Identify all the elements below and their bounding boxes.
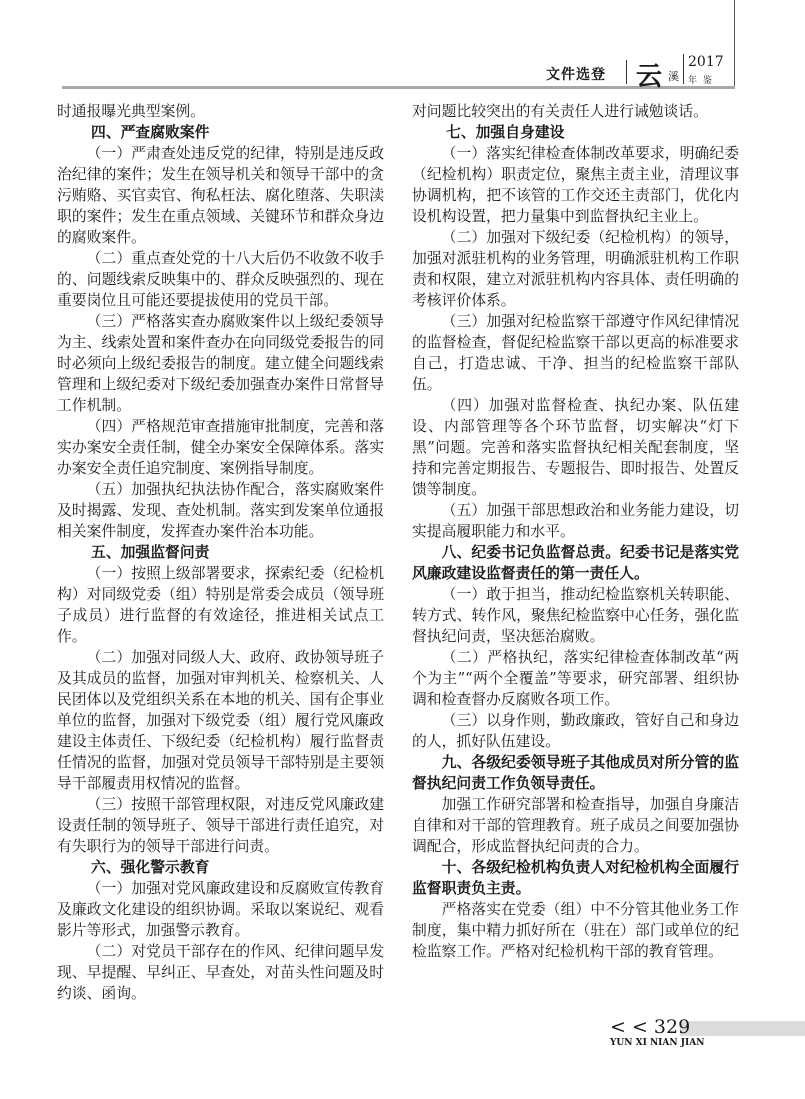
paragraph: （五）加强干部思想政治和业务能力建设，切实提高履职能力和水平。 (412, 502, 739, 540)
section-title: 文件选登 (546, 67, 606, 83)
header-separator (626, 60, 627, 84)
page-bar (680, 1021, 805, 1036)
section-heading: 六、强化警示教育 (91, 859, 210, 876)
paragraph: （三）按照干部管理权限，对违反党风廉政建设责任制的领导班子、领导干部进行责任追究，对有失职行为的领导干部进行问责。 (57, 796, 384, 855)
section-heading: 十、各级纪检机构负责人对纪检机构全面履行监督职责负主责。 (412, 859, 739, 897)
paragraph: 对问题比较突出的有关责任人进行诫勉谈话。 (412, 103, 708, 120)
publication-name: YUN XI NIAN JIAN (610, 1038, 705, 1048)
paragraph: （三）以身作则，勤政廉政，管好自己和身边的人，抓好队伍建设。 (412, 712, 739, 750)
section-heading: 五、加强监督问责 (91, 544, 210, 561)
logo-xi: 溪 (668, 70, 679, 83)
right-column (412, 101, 739, 962)
paragraph: （二）对党员干部存在的作风、纪律问题早发现、早提醒、早纠正、早查处，对苗头性问题及时约谈、函询。 (57, 943, 384, 1002)
paragraph: （二）加强对同级人大、政府、政协领导班子及其成员的监督，加强对审判机关、检察机关、人民团体以及党组织关系在本地的机关、国有企事业单位的监督，加强对下级党委（组）履行党风廉政建设主体责任、下级纪委（纪检机构）履行监督责任情况的监督，加强对党员领导干部特别是主要领导干部履责用权情况的监督。 (57, 649, 384, 792)
paragraph: （二）严格执纪，落实纪律检查体制改革“两个为主”“两个全覆盖”等要求，研究部署、组织协调和检查督办反腐败各项工作。 (412, 649, 739, 708)
yearbook-label: 年鉴 (688, 76, 719, 86)
paragraph: （一）加强对党风廉政建设和反腐败宣传教育及廉政文化建设的组织协调。采取以案说纪、观看影片等形式，加强警示教育。 (57, 880, 384, 939)
left-column (57, 101, 384, 1004)
paragraph: 严格落实在党委（组）中不分管其他业务工作制度，集中精力抓好所在（驻在）部门或单位的纪检监察工作。严格对纪检机构干部的教育管理。 (412, 901, 739, 960)
section-heading: 九、各级纪委领导班子其他成员对所分管的监督执纪问责工作负领导责任。 (412, 754, 739, 792)
page-number: < < 329 (610, 1016, 691, 1038)
header-rule (62, 86, 735, 89)
section-heading: 四、严查腐败案件 (91, 124, 210, 141)
logo-yun: 云 (636, 62, 663, 92)
paragraph: （二）重点查处党的十八大后仍不收敛不收手的、问题线索反映集中的、群众反映强烈的、现在重要岗位且可能还要提拔使用的党员干部。 (57, 250, 384, 309)
paragraph: （一）按照上级部署要求，探索纪委（纪检机构）对同级党委（组）特别是常委会成员（领导班子成员）进行监督的有效途径，推进相关试点工作。 (57, 565, 384, 645)
section-heading: 七、加强自身建设 (446, 124, 565, 141)
section-heading: 八、纪委书记负监督总责。纪委书记是落实党风廉政建设监督责任的第一责任人。 (412, 544, 739, 582)
paragraph: （一）落实纪律检查体制改革要求，明确纪委（纪检机构）职责定位，聚焦主责主业，清理议事协调机构，把不该管的工作交还主责部门，优化内设机构设置，把力量集中到监督执纪主业上。 (412, 145, 739, 225)
paragraph: （五）加强执纪执法协作配合，落实腐败案件及时揭露、发现、查处机制。落实到发案单位通报相关案件制度，发挥查办案件治本功能。 (57, 481, 384, 540)
header-vertical-rule (734, 0, 735, 88)
yearbook-year: 2017 (688, 54, 724, 70)
paragraph: （三）严格落实查办腐败案件以上级纪委领导为主、线索处置和案件查办在向同级党委报告的同时必须向上级纪委报告的制度。建立健全问题线索管理和上级纪委对下级纪委加强查办案件日常督导工作机制。 (57, 313, 384, 414)
paragraph: （一）严肃查处违反党的纪律，特别是违反政治纪律的案件；发生在领导机关和领导干部中的贪污贿赂、买官卖官、徇私枉法、腐化堕落、失职渎职的案件；发生在重点领域、关键环节和群众身边的腐败案件。 (57, 145, 384, 246)
paragraph: （二）加强对下级纪委（纪检机构）的领导，加强对派驻机构的业务管理，明确派驻机构工作职责和权限，建立对派驻机构内容具体、责任明确的考核评价体系。 (412, 229, 739, 309)
paragraph: （一）敢于担当，推动纪检监察机关转职能、转方式、转作风，聚焦纪检监察中心任务，强化监督执纪问责，坚决惩治腐败。 (412, 586, 739, 645)
paragraph: （三）加强对纪检监察干部遵守作风纪律情况的监督检查，督促纪检监察干部以更高的标准要求自己，打造忠诚、干净、担当的纪检监察干部队伍。 (412, 313, 739, 393)
header-separator (683, 54, 684, 84)
paragraph: 时通报曝光典型案例。 (57, 103, 205, 120)
paragraph: （四）加强对监督检查、执纪办案、队伍建设、内部管理等各个环节监督，切实解决“灯下黑”问题。完善和落实监督执纪相关配套制度，坚持和完善定期报告、专题报告、即时报告、处置反馈等制度。 (412, 397, 739, 498)
paragraph: 加强工作研究部署和检查指导，加强自身廉洁自律和对干部的管理教育。班子成员之间要加强协调配合，形成监督执纪问责的合力。 (412, 796, 739, 855)
paragraph: （四）严格规范审查措施审批制度，完善和落实办案安全责任制，健全办案安全保障体系。落实办案安全责任追究制度、案例指导制度。 (57, 418, 384, 477)
